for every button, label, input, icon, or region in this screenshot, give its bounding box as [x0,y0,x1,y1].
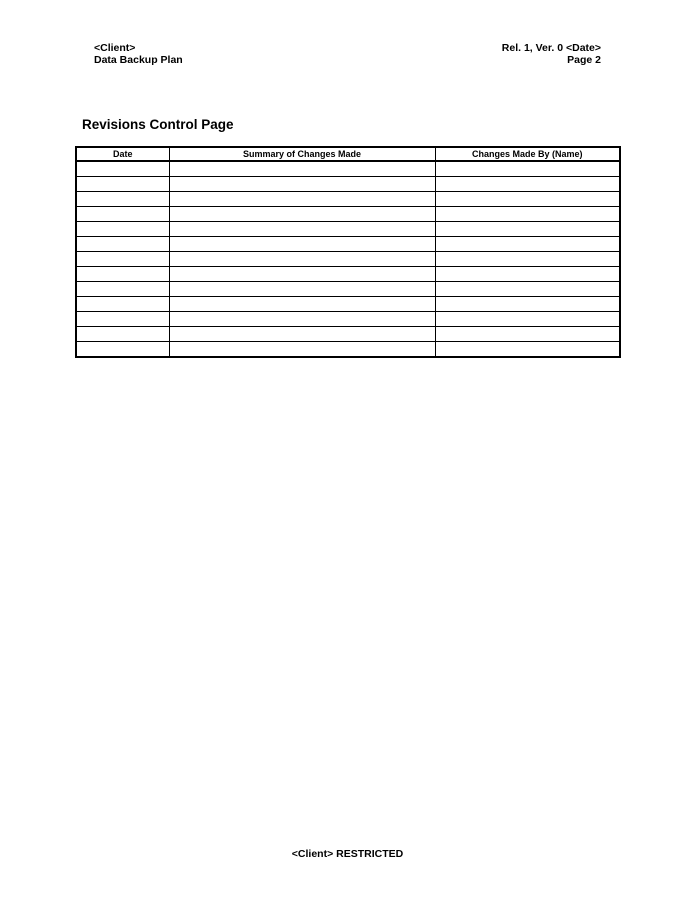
header-right [502,42,601,66]
revisions-table-body [76,161,620,357]
cell-date [76,327,169,342]
cell-changed-by [435,312,620,327]
header-client: <Client> [94,42,136,54]
cell-date [76,312,169,327]
section-title: Revisions Control Page [82,117,234,132]
table-row [76,342,620,358]
cell-changed-by [435,207,620,222]
cell-summary [169,327,435,342]
table-row [76,177,620,192]
column-header-changed-by: Changes Made By (Name) [435,147,620,161]
cell-date [76,161,169,177]
cell-date [76,177,169,192]
cell-date [76,222,169,237]
header-left [94,42,183,66]
cell-summary [169,192,435,207]
table-row [76,267,620,282]
column-header-date: Date [76,147,169,161]
cell-summary [169,297,435,312]
cell-summary [169,252,435,267]
table-row [76,252,620,267]
cell-date [76,252,169,267]
cell-changed-by [435,267,620,282]
cell-summary [169,267,435,282]
table-row [76,161,620,177]
cell-changed-by [435,222,620,237]
cell-date [76,297,169,312]
table-row [76,222,620,237]
table-row [76,312,620,327]
table-header-row [76,147,620,161]
cell-summary [169,237,435,252]
cell-summary [169,282,435,297]
table-row [76,282,620,297]
cell-changed-by [435,342,620,358]
cell-summary [169,222,435,237]
cell-summary [169,207,435,222]
cell-changed-by [435,282,620,297]
header-page-number: Page 2 [567,54,601,66]
cell-changed-by [435,237,620,252]
cell-changed-by [435,192,620,207]
cell-changed-by [435,297,620,312]
cell-changed-by [435,161,620,177]
header-document-title: Data Backup Plan [94,54,183,66]
table-row [76,207,620,222]
cell-date [76,267,169,282]
cell-changed-by [435,177,620,192]
cell-date [76,342,169,358]
table-row [76,237,620,252]
cell-summary [169,177,435,192]
cell-date [76,282,169,297]
cell-summary [169,342,435,358]
column-header-summary: Summary of Changes Made [169,147,435,161]
cell-changed-by [435,327,620,342]
revisions-table [75,146,621,358]
cell-date [76,192,169,207]
table-row [76,192,620,207]
cell-changed-by [435,252,620,267]
table-row [76,297,620,312]
cell-summary [169,161,435,177]
cell-summary [169,312,435,327]
table-row [76,327,620,342]
cell-date [76,237,169,252]
cell-date [76,207,169,222]
footer-classification: <Client> RESTRICTED [291,848,404,860]
header-release-version: Rel. 1, Ver. 0 <Date> [501,42,601,54]
